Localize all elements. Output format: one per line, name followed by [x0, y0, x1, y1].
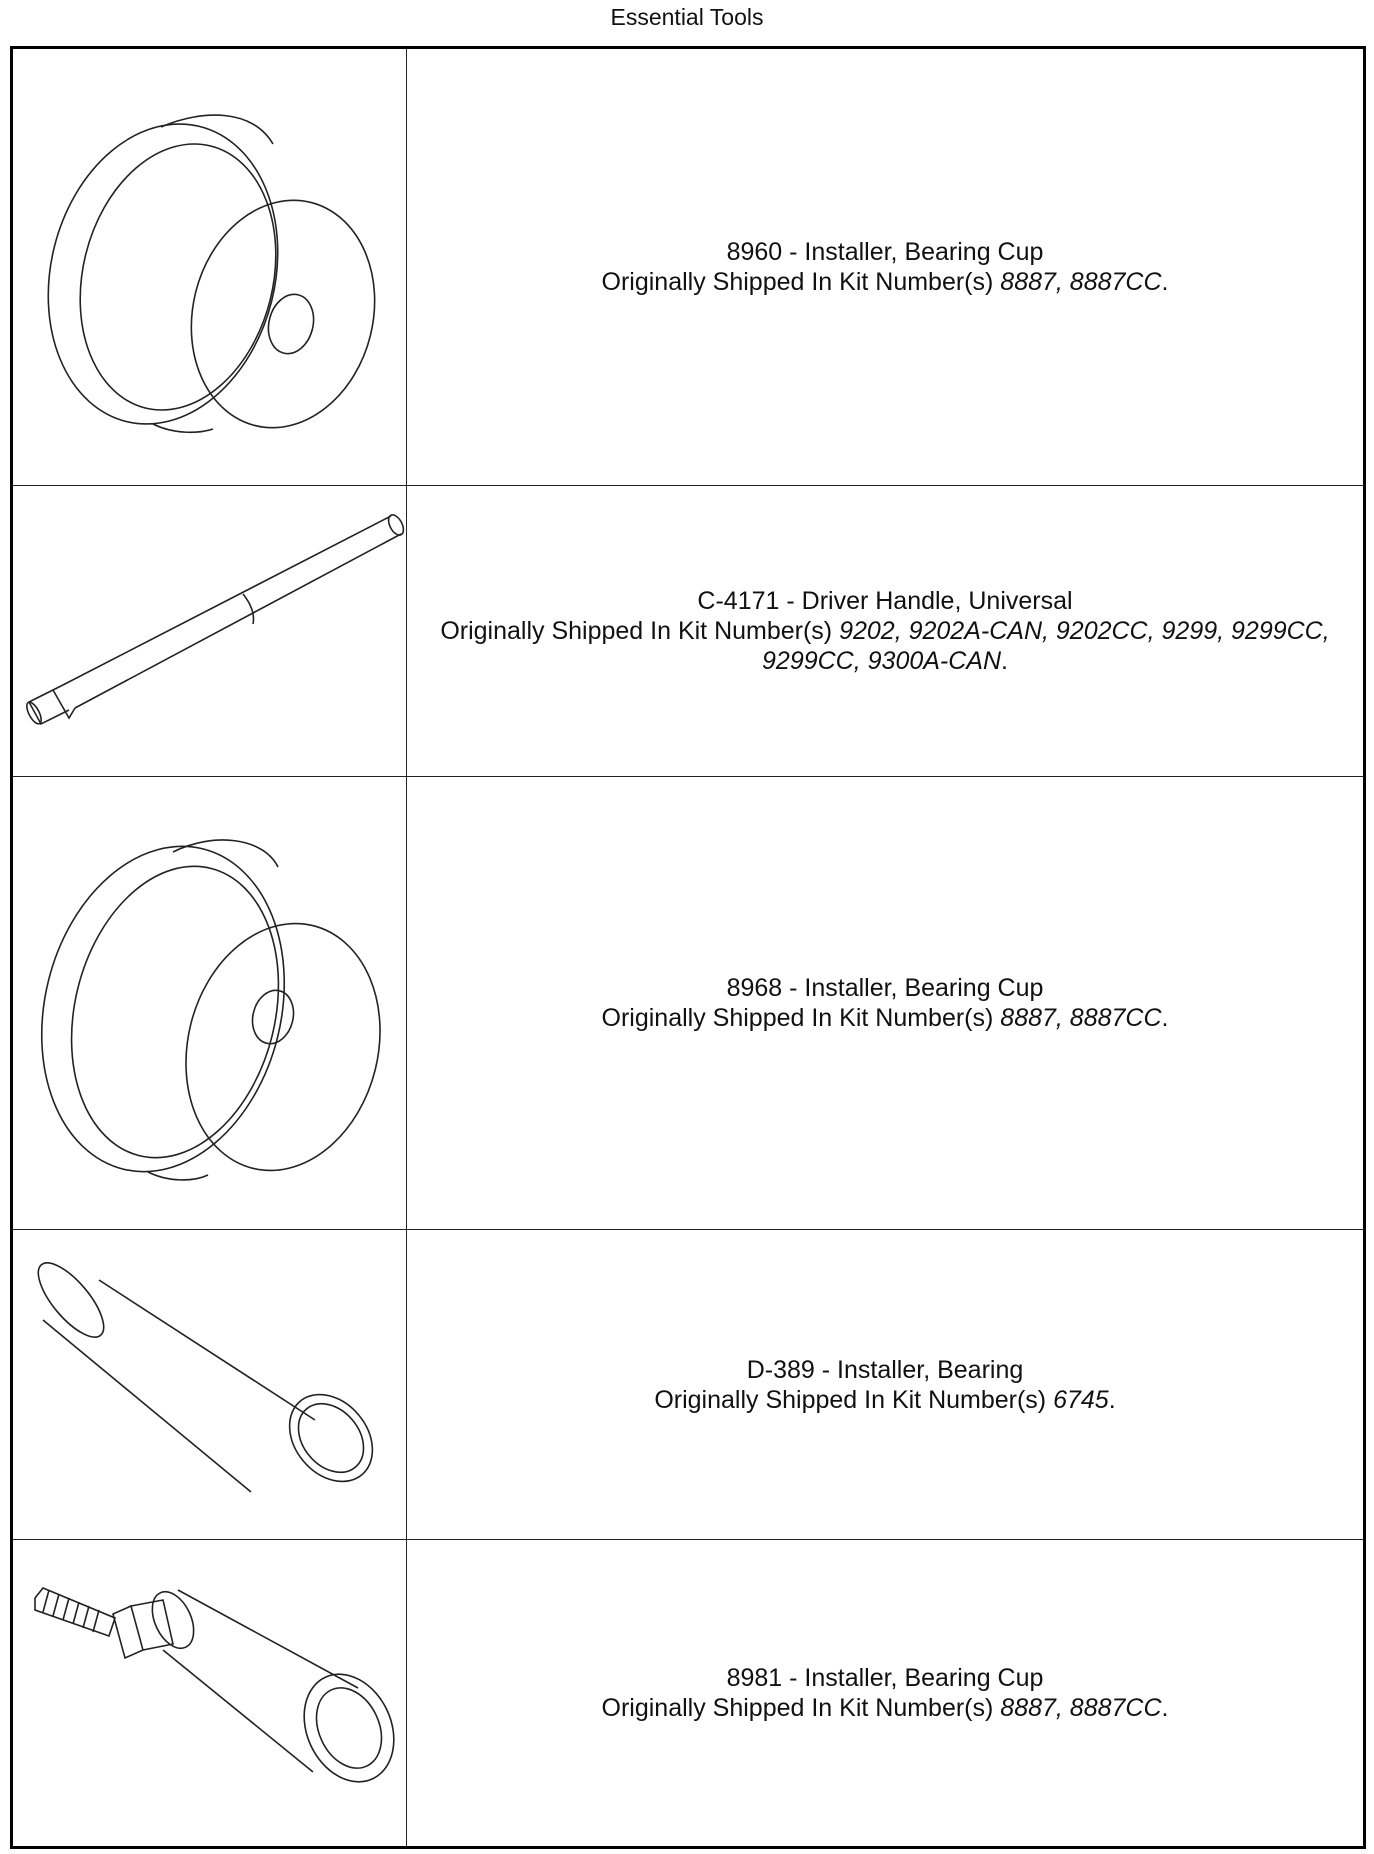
tool-image-cell	[12, 1540, 407, 1848]
tool-name: 8981 - Installer, Bearing Cup	[726, 1664, 1044, 1692]
tool-image-cell	[12, 48, 407, 486]
tool-image-cell	[12, 486, 407, 777]
tool-kits-line: Originally Shipped In Kit Number(s) 6745.	[654, 1385, 1116, 1414]
page-title: Essential Tools	[610, 4, 764, 30]
bearing-cup-installer-icon	[13, 777, 406, 1229]
threaded-bearing-cup-installer-icon	[13, 1540, 406, 1846]
table-row	[12, 777, 1365, 1230]
tool-kits-line: 9299CC, 9300A-CAN.	[762, 647, 1008, 675]
tool-kits-line: Originally Shipped In Kit Number(s) 8887, 8887CC.	[601, 1004, 1169, 1032]
table-row	[12, 48, 1365, 486]
tool-name: 8968 - Installer, Bearing Cup	[726, 974, 1044, 1002]
kit-numbers: 8887, 8887CC	[1000, 268, 1162, 296]
tool-description-cell	[407, 48, 1365, 486]
tool-image-cell	[12, 777, 407, 1230]
driver-handle-icon	[13, 486, 406, 776]
table-row	[12, 1540, 1365, 1848]
tool-kits-line: Originally Shipped In Kit Number(s) 9202, 9202A-CAN, 9202CC, 9299, 9299CC,	[440, 617, 1330, 645]
kit-numbers: 8887, 8887CC	[1000, 1694, 1162, 1722]
tool-description-cell	[407, 777, 1365, 1230]
table-row	[12, 486, 1365, 777]
bearing-installer-tube-icon	[13, 1230, 406, 1539]
essential-tools-table	[10, 46, 1366, 1849]
table-row	[12, 1230, 1365, 1540]
tool-description-cell	[407, 486, 1365, 777]
kit-numbers: 8887, 8887CC	[1000, 1004, 1162, 1032]
tool-description-cell	[407, 1540, 1365, 1848]
kit-numbers: 6745	[1053, 1385, 1109, 1414]
tool-kits-line: Originally Shipped In Kit Number(s) 8887, 8887CC.	[601, 268, 1169, 296]
tool-kits-line: Originally Shipped In Kit Number(s) 8887, 8887CC.	[601, 1694, 1169, 1722]
kit-numbers: 9299CC, 9300A-CAN	[762, 647, 1002, 675]
tool-description-cell	[407, 1230, 1365, 1540]
kit-numbers: 9202, 9202A-CAN, 9202CC, 9299, 9299CC,	[839, 617, 1330, 645]
tool-name: D-389 - Installer, Bearing	[746, 1355, 1024, 1384]
tool-image-cell	[12, 1230, 407, 1540]
bearing-cup-installer-icon	[13, 49, 406, 485]
tool-name: 8960 - Installer, Bearing Cup	[726, 238, 1044, 266]
tool-name: C-4171 - Driver Handle, Universal	[697, 587, 1073, 615]
